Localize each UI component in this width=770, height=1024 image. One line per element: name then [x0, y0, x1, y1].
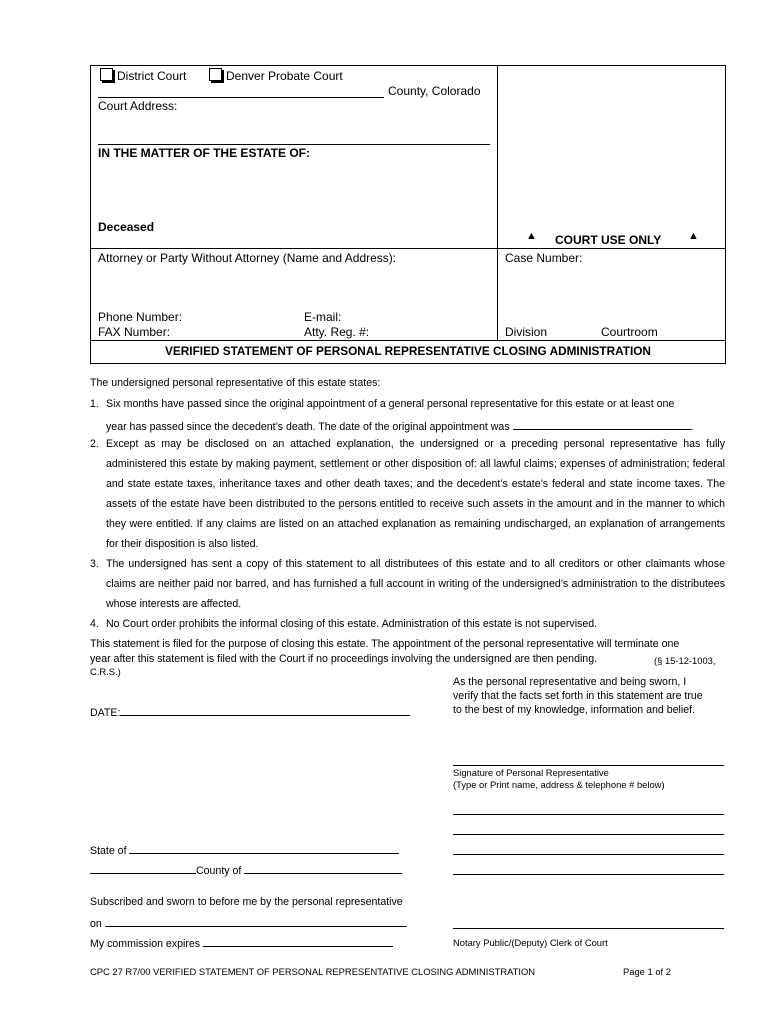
commission-blank[interactable] [203, 935, 393, 947]
caption-divider-vertical [497, 65, 498, 340]
footer-form-id: CPC 27 R7/00 VERIFIED STATEMENT OF PERSONAL REPRESENTATIVE CLOSING ADMINISTRATION [90, 966, 536, 977]
notary-caption: Notary Public/(Deputy) Clerk of Court [453, 937, 608, 948]
arrow-up-icon: ▲ [688, 230, 699, 242]
case-number-label: Case Number: [505, 251, 583, 265]
statute-citation: (§ 15-12-1003, [654, 655, 716, 666]
appointment-date-blank[interactable] [513, 418, 691, 430]
arrow-up-icon: ▲ [526, 230, 537, 242]
subscribed-text: Subscribed and sworn to before me by the personal representative [90, 896, 403, 908]
county-blank[interactable] [244, 862, 402, 874]
name-address-line-1[interactable] [453, 814, 724, 815]
court-use-only-label: COURT USE ONLY [555, 233, 662, 247]
form-title: VERIFIED STATEMENT OF PERSONAL REPRESENTATIVE CLOSING ADMINISTRATION [165, 344, 651, 358]
denver-probate-option[interactable]: Denver Probate Court [209, 68, 343, 83]
fax-number-label: FAX Number: [98, 325, 171, 339]
division-label: Division [505, 325, 548, 339]
caption-box [90, 65, 726, 364]
county-prefix-blank[interactable] [90, 862, 196, 874]
item-4-text: No Court order prohibits the informal closing of this estate. Administration of this estate is not supervised. [106, 618, 598, 630]
item-1-text-line1: Six months have passed since the original appointment of a general personal representative for this estate or at least one [106, 398, 675, 410]
court-address-line[interactable] [98, 144, 490, 145]
name-address-line-2[interactable] [453, 834, 724, 835]
date-blank[interactable] [120, 704, 410, 716]
county-name-line[interactable] [98, 97, 384, 98]
name-address-line-4[interactable] [453, 874, 724, 875]
item-2-text: Except as may be disclosed on an attached explanation, the undersigned or a preceding personal representative has fully administered this estate by making payment, settlement or other disposition of: all lawful claims; expenses of administration; federal and state estate taxes, inheritance taxes and other death taxes; and the decedent’s estate’s federal and state income taxes. The assets of the estate have been distributed to the persons entitled to receive such assets in the amount and in the manner to which they were entitled. If any claims are listed on an attached explanation as remaining undischarged, an explanation of arrangements for their disposition is also listed. [106, 438, 725, 550]
footer-page-number: Page 1 of 2 [623, 966, 671, 977]
district-court-checkbox[interactable] [100, 68, 113, 81]
court-address-label: Court Address: [98, 99, 178, 113]
atty-reg-label: Atty. Reg. #: [304, 325, 370, 339]
estate-matter-heading: IN THE MATTER OF THE ESTATE OF: [98, 146, 310, 160]
denver-probate-checkbox[interactable] [209, 68, 222, 81]
item-3-text: The undersigned has sent a copy of this statement to all distributees of this estate and to all creditors or other claimants whose claims are neither paid nor barred, and has furnished a full account in writing of the undersigned’s administration to the distributees whose interests are affected. [106, 558, 725, 610]
email-label: E-mail: [304, 310, 342, 324]
courtroom-label: Courtroom [601, 325, 658, 339]
signature-line[interactable] [453, 765, 724, 766]
on-date-field: on [90, 915, 407, 930]
name-address-line-3[interactable] [453, 854, 724, 855]
item-4-number: 4. [90, 618, 99, 630]
caption-divider-row2 [90, 340, 725, 341]
oath-line1: As the personal representative and being sworn, I [453, 676, 687, 688]
intro-text: The undersigned personal representative of this estate states: [90, 377, 381, 389]
notary-signature-line[interactable] [453, 928, 724, 929]
sworn-date-blank[interactable] [105, 915, 407, 927]
deceased-label: Deceased [98, 220, 155, 234]
caption-divider-row1 [90, 248, 725, 249]
item-1-number: 1. [90, 398, 99, 410]
attorney-label: Attorney or Party Without Attorney (Name and Address): [98, 251, 397, 265]
date-field: DATE: [90, 704, 410, 719]
item-2-number: 2. [90, 438, 99, 450]
district-court-option[interactable]: District Court [100, 68, 186, 83]
signature-caption-sub: (Type or Print name, address & telephone # below) [453, 779, 665, 790]
closing-text-line1: This statement is filed for the purpose of closing this estate. The appointment of the personal representative will terminate one [90, 638, 680, 650]
statute-citation-end: C.R.S.) [90, 666, 121, 677]
state-blank[interactable] [129, 842, 399, 854]
phone-number-label: Phone Number: [98, 310, 183, 324]
oath-line2: verify that the facts set forth in this statement are true [453, 690, 703, 702]
item-3-number: 3. [90, 558, 99, 570]
signature-caption: Signature of Personal Representative [453, 767, 609, 778]
oath-line3: to the best of my knowledge, information and belief. [453, 704, 696, 716]
county-of-field: County of [90, 862, 402, 877]
county-colorado-label: County, Colorado [388, 84, 481, 98]
commission-field: My commission expires [90, 935, 393, 950]
item-1-text-line2: year has passed since the decedent’s death. The date of the original appointment was . [106, 418, 694, 433]
closing-text-line2: year after this statement is filed with the Court if no proceedings involving the undersigned are then pending. [90, 653, 598, 665]
state-of-field: State of [90, 842, 399, 857]
